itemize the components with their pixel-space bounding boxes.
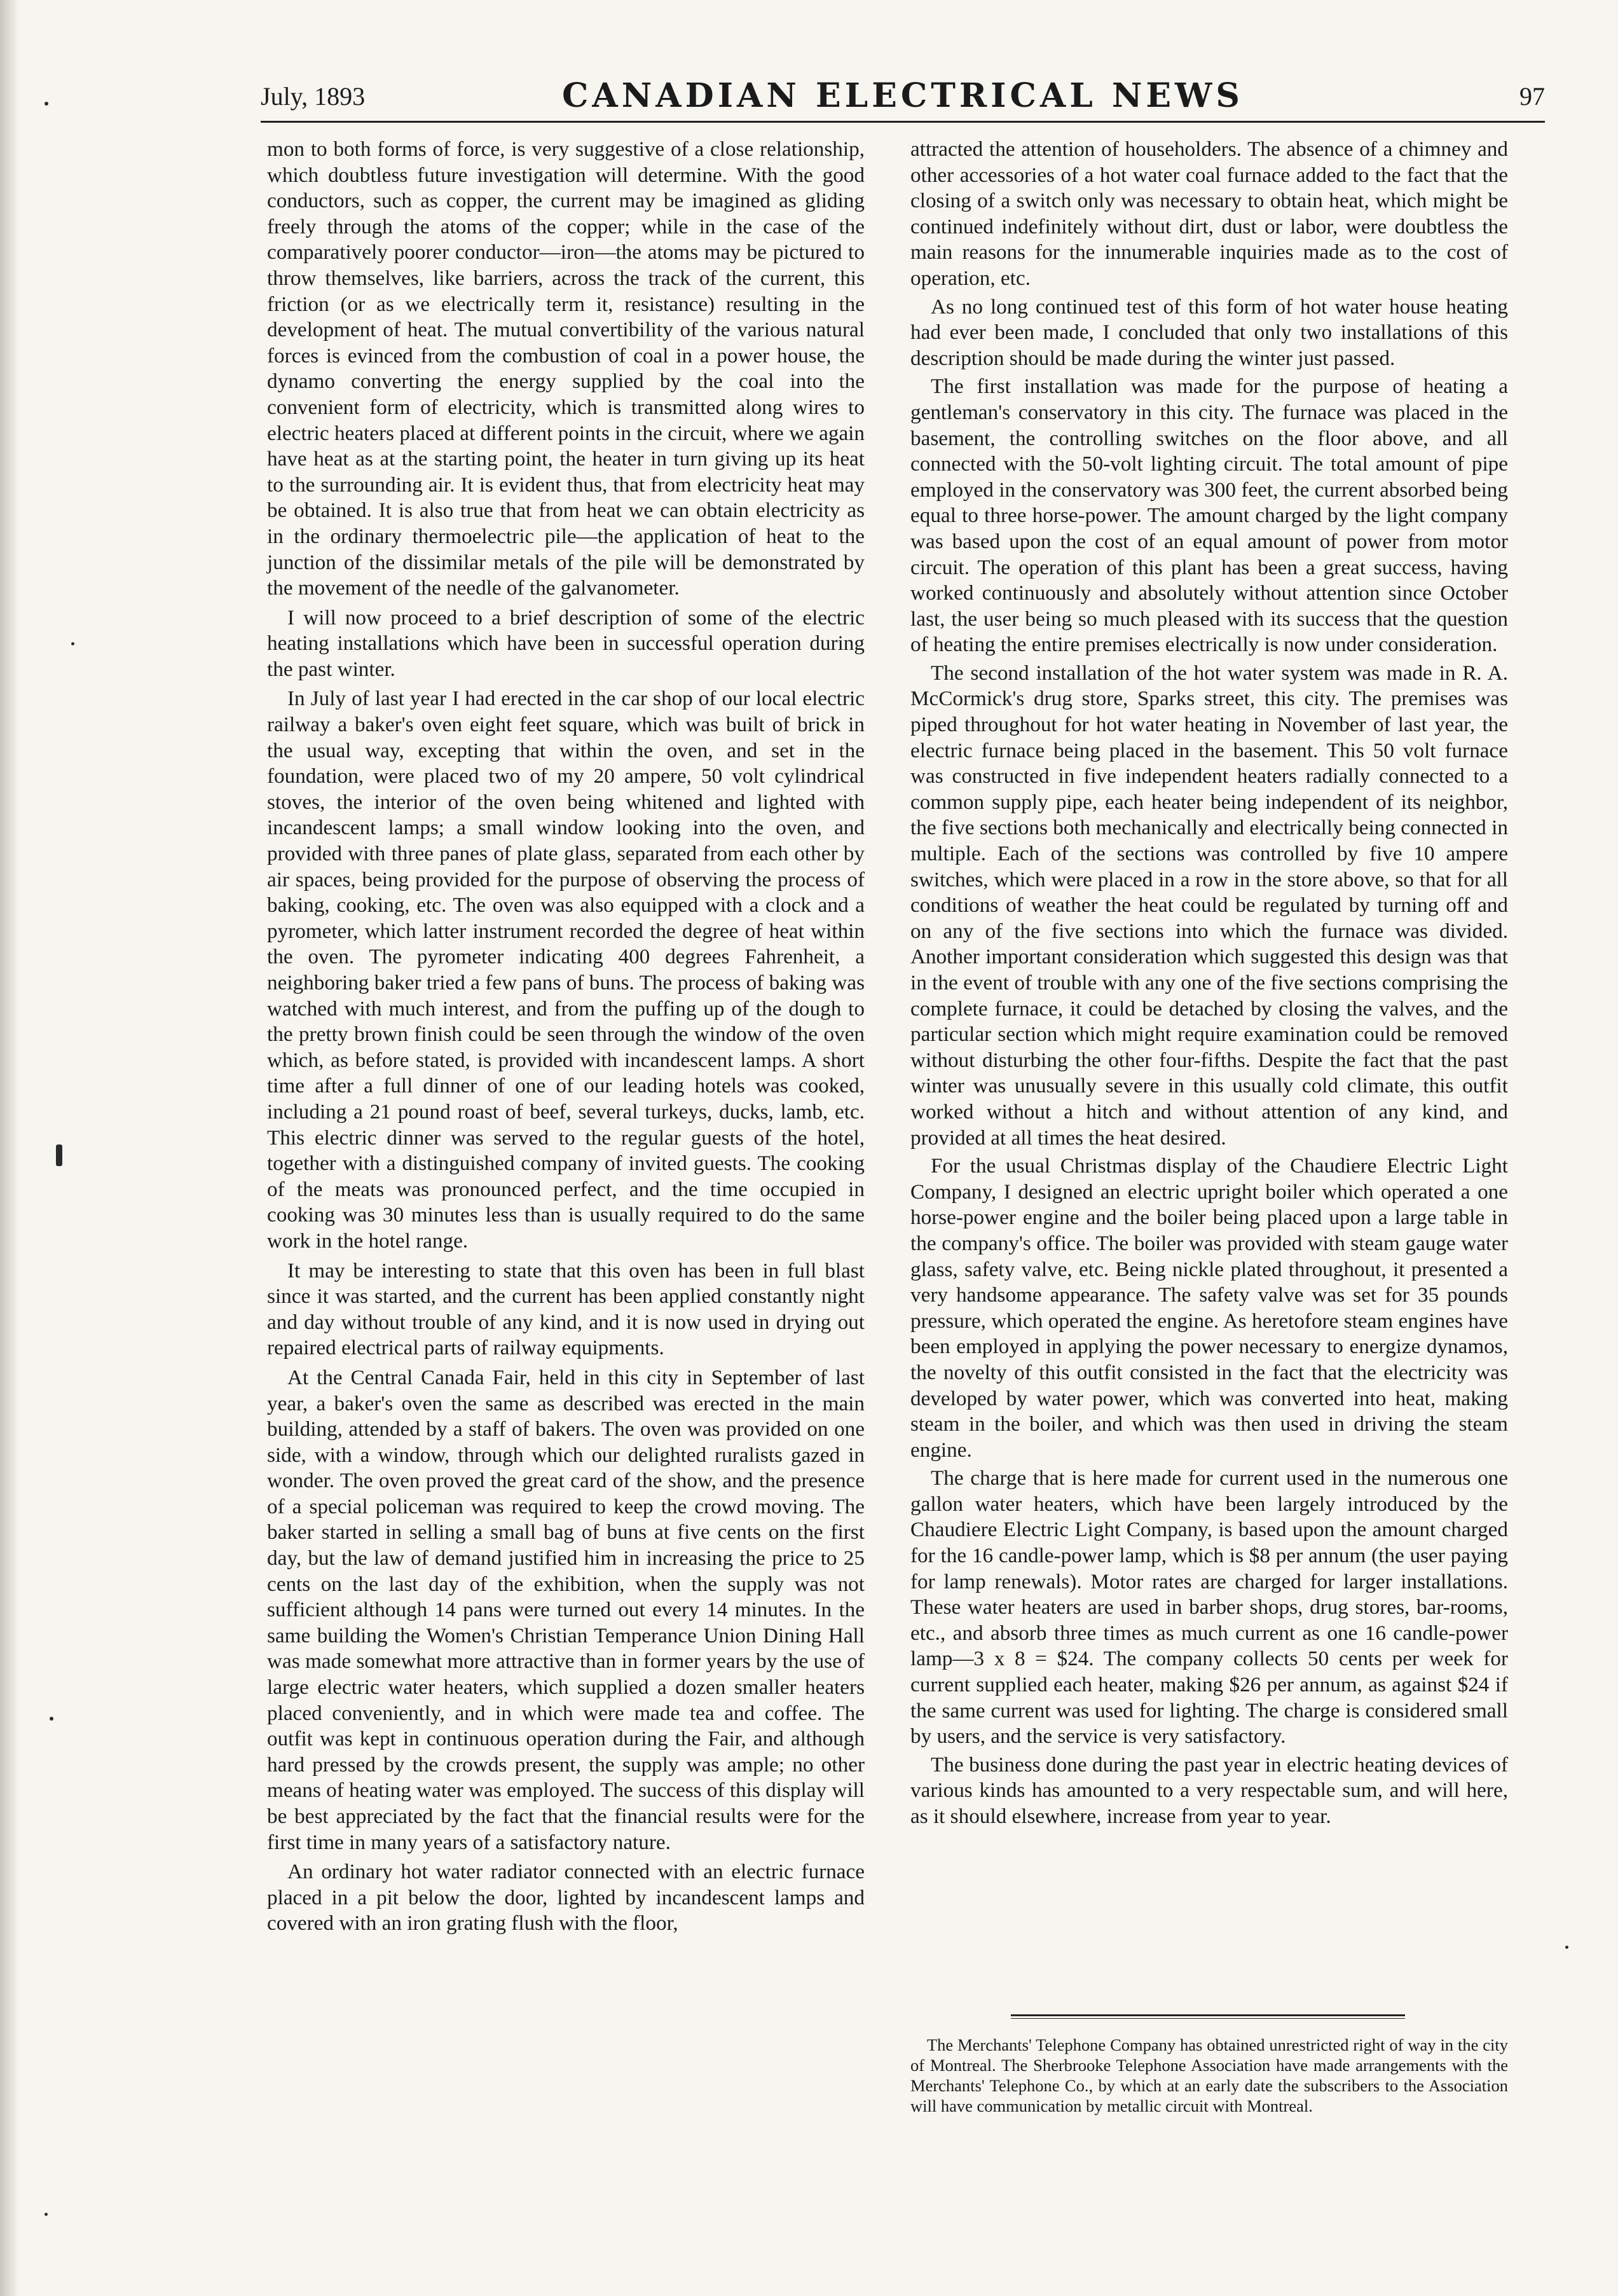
paragraph: It may be interesting to state that this oven has been in full blast since it was started, and the current has been applied constantly night and day without trouble of any kind, and it is now used in drying out repaired electrical parts of railway equipments. [267, 1258, 865, 1360]
scan-speck [50, 1717, 53, 1721]
paragraph: mon to both forms of force, is very suggestive of a close relationship, which doubtless future investigation will determine. With the good conductors, such as copper, the current may be imagined as gliding freely through the atoms of the copper; while in the case of the comparatively poorer conductor—iron—the atoms may be pictured to throw themselves, like barriers, across the track of the current, this friction (or as we electrically term it, resistance) resulting in the development of heat. The mutual convertibility of the various natural forces is evinced from the combustion of coal in a power house, the dynamo converting the energy supplied by the coal into the convenient form of electricity, which is transmitted along wires to electric heaters placed at different points in the circuit, where we again have heat as at the starting point, the heater in turn giving up its heat to the surrounding air. It is evident thus, that from electricity heat may be obtained. It is also true that from heat we can obtain electricity as in the ordinary thermoelectric pile—the application of heat to the junction of the dissimilar metals of the pile will be demonstrated by the movement of the needle of the galvanometer. [267, 137, 865, 600]
left-column [267, 137, 865, 1941]
right-column [910, 137, 1508, 1832]
page-header [261, 76, 1545, 123]
page-number: 97 [1519, 82, 1545, 111]
scan-speck [45, 2213, 48, 2216]
scan-speck [1565, 1946, 1568, 1949]
scan-speck [71, 642, 74, 645]
paragraph: At the Central Canada Fair, held in this city in September of last year, a baker's oven the same as described was erected in the main building, attended by a staff of bakers. The oven was provided on one side, with a window, through which our delighted ruralists gazed in wonder. The oven proved the great card of the show, and the presence of a special policeman was required to keep the crowd moving. The baker started in selling a small bag of buns at five cents on the first day, but the law of demand justified him in increasing the price to 25 cents on the last day of the exhibition, when the supply was not sufficient although 14 pans were turned out every 14 minutes. In the same building the Women's Christian Temperance Union Dining Hall was made somewhat more attractive than in former years by the use of large electric water heaters, which supplied a dozen smaller heaters placed conveniently, and in which were made tea and coffee. The outfit was kept in continuous operation during the Fair, and although hard pressed by the crowds present, the supply was ample; no other means of heating water was employed. The success of this display will be best appreciated by the fact that the financial results were for the first time in many years of a satisfactory nature. [267, 1365, 865, 1854]
paragraph: attracted the attention of householders. The absence of a chimney and other accessories of a hot water coal furnace added to the fact that the closing of a switch only was necessary to obtain heat, which might be continued indefinitely without dirt, dust or labor, were doubtless the main reasons for the innumerable inquiries made as to the cost of operation, etc. [910, 137, 1508, 290]
scan-speck [45, 102, 48, 106]
paragraph: I will now proceed to a brief description of some of the electric heating installations which have been in successful operation during the past winter. [267, 605, 865, 681]
paragraph: An ordinary hot water radiator connected with an electric furnace placed in a pit below the door, lighted by incandescent lamps and covered with an iron grating flush with the floor, [267, 1860, 865, 1935]
news-brief-text: The Merchants' Telephone Company has obtained unrestricted right of way in the city of Montreal. The Sherbrooke Telephone Association have made arrangements with the Merchants' Telephone Co., by which at an early date the subscribers to the Association will have communication by metallic circuit with Montreal. [910, 2035, 1508, 2115]
issue-date: July, 1893 [261, 82, 366, 111]
news-brief [910, 2035, 1508, 2116]
paragraph: The first installation was made for the purpose of heating a gentleman's conservatory in this city. The furnace was placed in the basement, the controlling switches on the floor above, and all connected with the 50-volt lighting circuit. The total amount of pipe employed in the conservatory was 300 feet, the current absorbed being equal to three horse-power. The amount charged by the light company was based upon the cost of an equal amount of power from motor circuit. The operation of this plant has been a great success, having worked continuously and absolutely without attention since October last, the user being so much pleased with its success that the question of heating the entire premises electrically is now under consideration. [910, 375, 1508, 657]
page-edge-shadow [0, 0, 19, 2296]
paragraph: In July of last year I had erected in the car shop of our local electric railway a baker's oven eight feet square, which was built of brick in the usual way, excepting that within the oven, and set in the foundation, were placed two of my 20 ampere, 50 volt cylindrical stoves, the interior of the oven being whitened and lighted with incandescent lamps; a small window looking into the oven, and provided with three panes of plate glass, separated from each other by air spaces, being provided for the purpose of observing the process of baking, cooking, etc. The oven was also equipped with a clock and a pyrometer, which latter instrument recorded the degree of heat within the oven. The pyrometer indicating 400 degrees Fahrenheit, a neighboring baker tried a few pans of buns. The process of baking was watched with much interest, and from the puffing up of the dough to the pretty brown finish could be seen through the window of the oven which, as before stated, is provided with incandescent lamps. A short time after a full dinner of one of our leading hotels was cooked, including a 21 pound roast of beef, several turkeys, ducks, lamb, etc. This electric dinner was served to the regular guests of the hotel, together with a distinguished company of invited guests. The cooking of the meats was pronounced perfect, and the time occupied in cooking was 30 minutes less than is usually required to do the same work in the hotel range. [267, 687, 865, 1253]
section-divider [1011, 2014, 1405, 2019]
masthead-title: CANADIAN ELECTRICAL NEWS [562, 76, 1244, 115]
paragraph: For the usual Christmas display of the Chaudiere Electric Light Company, I designed an electric upright boiler which operated a one horse-power engine and the boiler being placed upon a large table in the company's office. The boiler was provided with steam gauge water glass, safety valve, etc. Being nickle plated throughout, it presented a very handsome appearance. The safety valve was set for 35 pounds pressure, which operated the engine. As heretofore steam engines have been employed in applying the power necessary to energize dynamos, the novelty of this outfit consisted in the fact that the electricity was developed by water power, which was converted into heat, making steam in the boiler, and which was then used in driving the steam engine. [910, 1154, 1508, 1462]
paragraph: The charge that is here made for current used in the numerous one gallon water heaters, which have been largely introduced by the Chaudiere Electric Light Company, is based upon the amount charged for the 16 candle-power lamp, which is $8 per annum (the user paying for lamp renewals). Motor rates are charged for larger installations. These water heaters are used in barber shops, drug stores, bar-rooms, etc., and absorb three times as much current as one 16 candle-power lamp—3 x 8 = $24. The company collects 50 cents per week for current supplied each heater, making $26 per annum, as against $24 if the same current was used for lighting. The charge is considered small by users, and the service is very satisfactory. [910, 1466, 1508, 1749]
paragraph: As no long continued test of this form of hot water house heating had ever been made, I concluded that only two installations of this description should be made during the winter just passed. [910, 294, 1508, 370]
paragraph: The business done during the past year in electric heating devices of various kinds has amounted to a very respectable sum, and will here, as it should elsewhere, increase from year to year. [910, 1752, 1508, 1828]
paragraph: The second installation of the hot water system was made in R. A. McCormick's drug store, Sparks street, this city. The premises was piped throughout for hot water heating in November of last year, the electric furnace being placed in the basement. This 50 volt furnace was constructed in five independent heaters radially connected to a common supply pipe, each heater being independent of its neighbor, the five sections both mechanically and electrically being connected in multiple. Each of the sections was controlled by five 10 ampere switches, which were placed in a row in the store above, so that for all conditions of weather the heat could be regulated by turning off and on any of the five sections into which the furnace was divided. Another important consideration which suggested this design was that in the event of trouble with any one of the five sections comprising the complete furnace, it could be detached by closing the valves, and the particular section which might require examination could be removed without disturbing the other four-fifths. Despite the fact that the past winter was unusually severe in this usually cold climate, this outfit worked without a hitch and without attention of any kind, and provided at all times the heat desired. [910, 661, 1508, 1150]
scan-speck [56, 1145, 62, 1166]
